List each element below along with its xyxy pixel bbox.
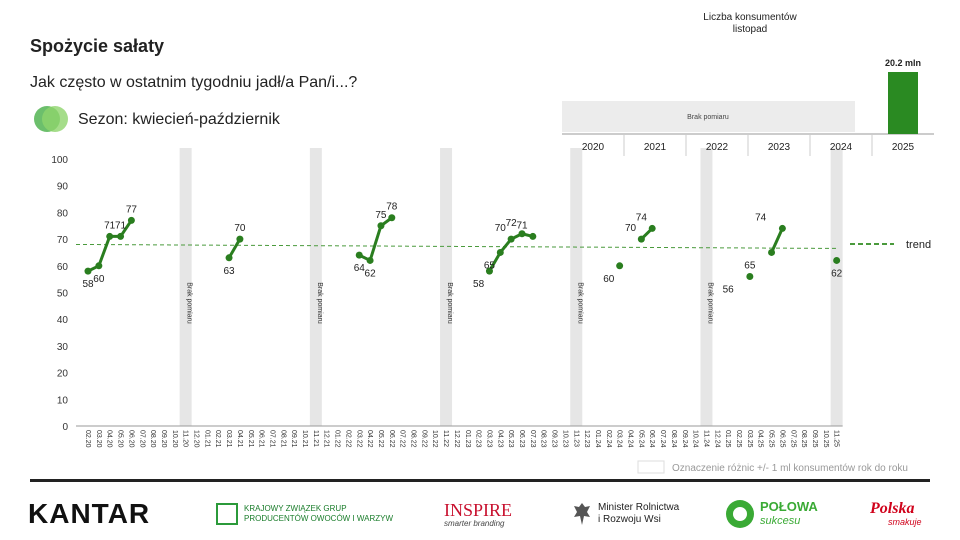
x-tick-label: 04.20	[105, 430, 113, 448]
x-tick-label: 04.24	[626, 430, 634, 448]
data-label: 65	[744, 260, 756, 272]
x-tick-label: 11.22	[442, 430, 450, 447]
series-line	[772, 228, 783, 252]
chart-title: Spożycie sałaty	[30, 36, 165, 56]
x-tick-label: 06.25	[778, 430, 786, 448]
y-tick-label: 90	[56, 181, 68, 193]
x-tick-label: 09.25	[810, 430, 818, 448]
x-tick-label: 10.24	[691, 430, 699, 448]
inset-year-label: 2022	[705, 142, 729, 153]
inset-year-label: 2021	[643, 142, 667, 153]
x-tick-label: 08.25	[800, 430, 808, 448]
y-tick-label: 0	[62, 422, 68, 433]
x-tick-label: 07.22	[398, 430, 406, 448]
x-tick-label: 10.20	[170, 430, 178, 448]
data-label: 60	[93, 273, 105, 285]
data-label: 74	[635, 212, 647, 224]
x-tick-label: 09.21	[290, 430, 298, 448]
x-tick-label: 08.22	[409, 430, 417, 448]
data-label: 70	[624, 223, 637, 235]
data-label: 63	[223, 265, 235, 277]
difference-legend-label: Oznaczenie różnic +/- 1 ml konsumentów rok do roku	[672, 463, 908, 474]
x-tick-label: 02.21	[214, 430, 222, 448]
y-tick-label: 50	[56, 288, 68, 300]
x-tick-label: 07.23	[528, 430, 536, 448]
data-label: 65	[483, 260, 496, 272]
data-point	[85, 268, 92, 275]
inset-bar	[888, 72, 918, 134]
x-tick-label: 10.25	[821, 430, 829, 448]
data-point	[128, 217, 135, 224]
y-tick-label: 20	[56, 368, 68, 380]
data-label: 56	[722, 284, 734, 296]
no-measure-label: Brak pomiaru	[185, 282, 193, 324]
data-label: 74	[755, 212, 767, 224]
x-tick-label: 02.22	[344, 430, 352, 448]
data-point	[497, 249, 504, 256]
data-point	[388, 214, 395, 221]
x-tick-label: 11.20	[181, 430, 189, 447]
x-tick-label: 12.24	[713, 430, 721, 448]
x-tick-label: 12.21	[322, 430, 330, 448]
inset-no-measure-label: Brak pomiaru	[687, 114, 729, 121]
no-measure-label: Brak pomiaru	[315, 282, 323, 324]
data-point	[779, 225, 786, 232]
data-label: 71	[114, 220, 127, 232]
data-label: 75	[375, 209, 387, 221]
y-tick-label: 40	[56, 315, 68, 327]
y-tick-label: 30	[56, 341, 68, 353]
series-line	[359, 218, 392, 261]
x-tick-label: 12.23	[583, 430, 591, 448]
x-tick-label: 01.23	[463, 430, 471, 448]
x-tick-label: 01.25	[724, 430, 732, 448]
x-tick-label: 03.20	[94, 430, 102, 448]
x-tick-label: 06.21	[257, 430, 265, 448]
data-label: 62	[831, 268, 843, 280]
data-point	[649, 225, 656, 232]
x-tick-label: 06.22	[387, 430, 395, 448]
data-point	[746, 273, 753, 280]
x-tick-label: 03.24	[615, 430, 623, 448]
x-tick-label: 09.22	[420, 430, 428, 448]
eagle-icon	[572, 501, 592, 527]
x-tick-label: 12.22	[452, 430, 460, 448]
x-tick-label: 12.20	[192, 430, 200, 448]
x-tick-label: 01.21	[203, 430, 211, 448]
data-point	[95, 262, 102, 269]
x-tick-label: 03.25	[745, 430, 753, 448]
x-tick-label: 04.22	[366, 430, 374, 448]
x-tick-label: 08.20	[149, 430, 157, 448]
data-point	[106, 233, 113, 240]
x-tick-label: 01.22	[333, 430, 341, 448]
x-tick-label: 07.21	[268, 430, 276, 448]
data-point	[226, 254, 233, 261]
polska-smakuje-logo: Polska smakuje	[870, 500, 922, 527]
x-tick-label: 02.24	[604, 430, 612, 448]
x-tick-label: 02.25	[735, 430, 742, 448]
season-label: Sezon: kwiecień-październik	[78, 111, 280, 128]
inset-year-label: 2024	[829, 142, 853, 153]
data-label: 78	[386, 201, 398, 213]
x-tick-label: 11.25	[832, 430, 840, 447]
inset-title-line1: Liczba konsumentów	[703, 12, 797, 23]
x-tick-label: 10.21	[301, 430, 308, 448]
x-tick-label: 05.24	[637, 430, 645, 448]
y-tick-label: 100	[51, 155, 68, 166]
data-label: 70	[494, 223, 506, 235]
data-label: 62	[364, 268, 376, 280]
no-measure-label: Brak pomiaru	[706, 282, 714, 324]
x-tick-label: 05.22	[376, 430, 384, 448]
footer-logos	[28, 494, 938, 534]
data-point	[616, 262, 623, 269]
no-measure-band	[831, 148, 843, 426]
x-tick-label: 05.23	[507, 430, 515, 448]
inset-year-label: 2025	[891, 142, 915, 153]
data-label: 77	[125, 204, 137, 216]
data-point	[768, 249, 775, 256]
y-tick-label: 70	[56, 235, 68, 247]
data-point	[638, 236, 645, 243]
x-tick-label: 01.24	[593, 430, 601, 448]
minister-logo: Minister Rolnictwa i Rozwoju Wsi	[572, 494, 679, 534]
inset-year-label: 2020	[581, 142, 605, 153]
inset-year-label: 2023	[767, 142, 791, 153]
data-label: 58	[82, 279, 94, 291]
x-tick-label: 04.23	[496, 430, 504, 448]
data-point	[367, 257, 374, 264]
data-point	[356, 252, 363, 259]
x-tick-label: 11.21	[311, 430, 319, 447]
x-tick-label: 07.25	[789, 430, 797, 448]
x-tick-label: 06.23	[518, 430, 525, 448]
x-tick-label: 06.20	[127, 430, 135, 448]
polowa-sukcesu-logo: POŁOWA sukcesu	[726, 494, 818, 534]
x-tick-label: 04.25	[756, 430, 764, 448]
inset-bar-label: 20.2 mln	[884, 58, 922, 68]
data-point	[529, 233, 536, 240]
polowa-circle-icon	[726, 500, 754, 528]
data-point	[833, 257, 840, 264]
x-tick-label: 10.22	[431, 430, 439, 448]
x-tick-label: 03.21	[225, 430, 233, 448]
data-point	[377, 222, 384, 229]
x-tick-label: 08.21	[279, 430, 287, 448]
x-tick-label: 06.24	[648, 430, 656, 448]
data-label: 72	[505, 217, 517, 229]
x-tick-label: 11.24	[702, 430, 710, 447]
data-label: 60	[603, 273, 615, 285]
x-tick-label: 05.25	[767, 430, 775, 448]
x-tick-label: 09.24	[680, 430, 688, 448]
y-tick-label: 80	[56, 208, 68, 220]
data-label: 71	[104, 220, 116, 232]
x-tick-label: 05.21	[246, 430, 254, 448]
x-tick-label: 11.23	[572, 430, 580, 447]
x-tick-label: 03.23	[485, 430, 493, 448]
kzgpowiw-logo: KRAJOWY ZWIĄZEK GRUP PRODUCENTÓW OWOCÓW I WARZYW	[216, 494, 393, 534]
data-label: 70	[234, 223, 246, 235]
x-tick-label: 10.23	[561, 430, 569, 448]
x-tick-label: 09.23	[550, 430, 558, 448]
y-tick-label: 10	[56, 395, 68, 407]
data-label: 64	[353, 263, 365, 275]
x-tick-label: 02.20	[84, 430, 91, 448]
chart-subtitle: Jak często w ostatnim tygodniu jadł/a Pan/i...?	[30, 74, 358, 91]
x-tick-label: 09.20	[159, 430, 167, 448]
x-tick-label: 02.23	[474, 430, 482, 448]
x-tick-label: 08.24	[669, 430, 677, 448]
data-point	[508, 236, 515, 243]
data-point	[117, 233, 124, 240]
inspire-logo: INSPIRE smarter branding	[444, 499, 513, 528]
x-tick-label: 07.20	[138, 430, 146, 448]
difference-legend-swatch	[638, 461, 664, 473]
data-label: 71	[516, 220, 528, 232]
x-tick-label: 07.24	[659, 430, 667, 448]
kantar-logo: KANTAR	[28, 498, 151, 529]
footer-divider	[30, 479, 930, 482]
data-point	[236, 236, 243, 243]
data-label: 58	[473, 279, 485, 291]
no-measure-label: Brak pomiaru	[576, 282, 584, 324]
inset-title-line2: listopad	[732, 24, 768, 35]
x-tick-label: 05.20	[116, 430, 124, 448]
x-tick-label: 04.21	[235, 430, 243, 448]
no-measure-label: Brak pomiaru	[446, 282, 454, 324]
x-tick-label: 08.23	[539, 430, 547, 448]
x-tick-label: 03.22	[355, 430, 363, 448]
trend-legend-label: trend	[906, 239, 932, 251]
y-tick-label: 60	[56, 261, 68, 273]
kzgpowiw-mark-icon	[216, 503, 238, 525]
